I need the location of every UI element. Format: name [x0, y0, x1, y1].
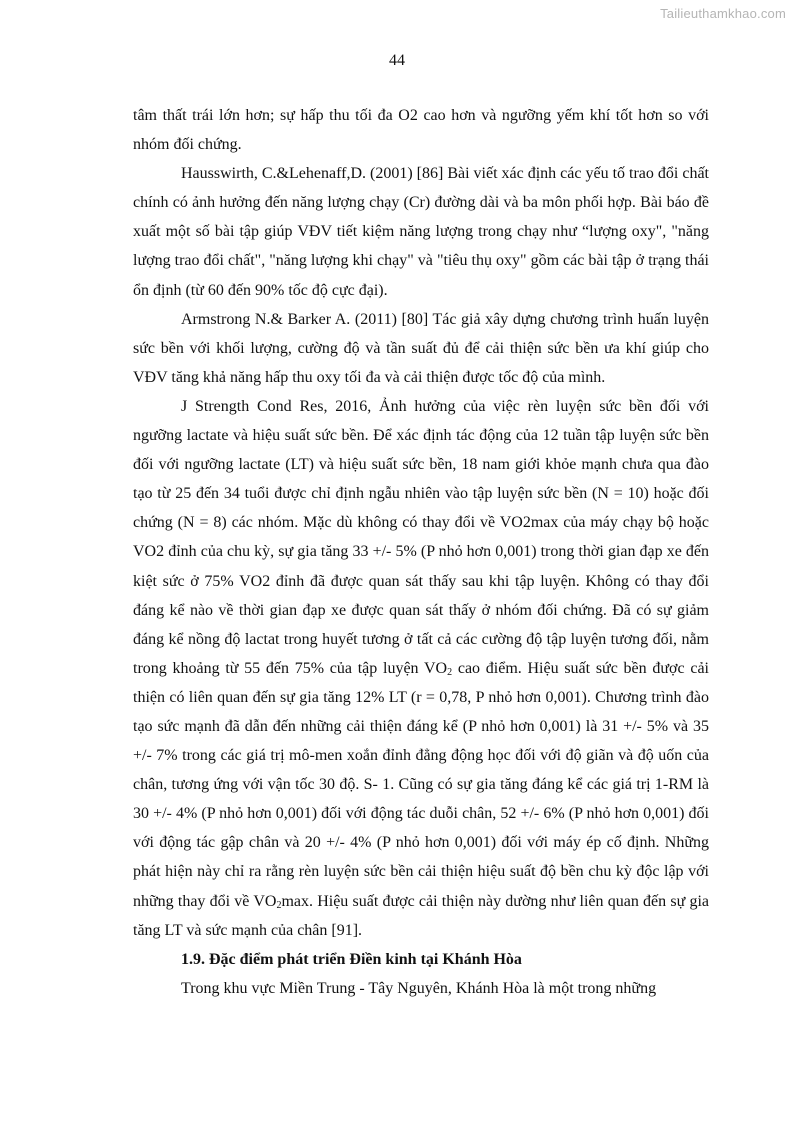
page-number: 44 — [389, 52, 405, 69]
watermark: Tailieuthamkhao.com — [660, 6, 786, 21]
subscript: 2 — [447, 666, 453, 678]
section-heading: 1.9. Đặc điểm phát triển Điền kinh tại Khánh Hòa — [181, 950, 522, 968]
subscript: 2 — [276, 899, 282, 911]
paragraph-armstrong: Armstrong N.& Barker A. (2011) [80] Tác giả xây dựng chương trình huấn luyện sức bền với khối lượng, cường độ và tần suất đủ để cải thiện sức bền ưa khí giúp cho VĐV tăng khả năng hấp thu oxy tối đa và cải thiện được tốc độ của mình. — [133, 310, 709, 386]
text-segment: cao điểm. Hiệu suất sức bền được cải thiện có liên quan đến sự gia tăng 12% LT (r = 0,78, P nhỏ hơn 0,001). Chương trình đào tạo sức mạnh đã dẫn đến những cải thiện đáng kể (P nhỏ hơn 0,001) là 31 +/- 5% và 35 +/- 7% trong các giá trị mô-men xoắn đỉnh đẳng động học đối với độ giãn và độ uốn của chân, tương ứng với vận tốc 30 độ. S- 1. Cũng có sự gia tăng đáng kể các giá trị 1-RM là 30 +/- 4% (P nhỏ hơn 0,001) đối với động tác duỗi chân, 52 +/- 6% (P nhỏ hơn 0,001) đối với động tác gập chân và 20 +/- 4% (P nhỏ hơn 0,001) đối với máy ép cố định. Những phát hiện này chỉ ra rằng rèn luyện sức bền cải thiện hiệu suất độ bền chu kỳ độc lập với những thay đổi về VO — [133, 659, 709, 910]
paragraph-khanh-hoa: Trong khu vực Miền Trung - Tây Nguyên, Khánh Hòa là một trong những — [181, 979, 657, 997]
document-body — [133, 101, 709, 1003]
text-segment: max. Hiệu suất được cải thiện này dường như liên quan đến sự gia tăng LT và sức mạnh của chân [91]. — [133, 892, 710, 939]
paragraph-strength-cond — [133, 392, 709, 945]
text-segment: J Strength Cond Res, 2016, Ảnh hưởng của việc rèn luyện sức bền đối với ngưỡng lactate và hiệu suất sức bền. Để xác định tác động của 12 tuần tập luyện sức bền đối với ngưỡng lactate (LT) và hiệu suất sức bền, 18 nam giới khỏe mạnh chưa qua đào tạo từ 25 đến 34 tuổi được chỉ định ngẫu nhiên vào tập luyện sức bền (N = 10) hoặc đối chứng (N = 8) các nhóm. Mặc dù không có thay đổi về VO2max của máy chạy bộ hoặc VO2 đỉnh của chu kỳ, sự gia tăng 33 +/- 5% (P nhỏ hơn 0,001) trong thời gian đạp xe đến kiệt sức ở 75% VO2 đỉnh đã được quan sát thấy sau khi tập luyện. Không có thay đổi đáng kể nào về thời gian đạp xe được quan sát thấy ở nhóm đối chứng. Đã có sự giảm đáng kể nồng độ lactat trong huyết tương ở tất cả các cường độ tập luyện tương đối, nằm trong khoảng từ 55 đến 75% của tập luyện VO — [133, 397, 709, 677]
paragraph-hausswirth: Hausswirth, C.&Lehenaff,D. (2001) [86] Bài viết xác định các yếu tố trao đổi chất chính có ảnh hưởng đến năng lượng chạy (Cr) đường dài và ba môn phối hợp. Bài báo đề xuất một số bài tập giúp VĐV tiết kiệm năng lượng trong chạy như “lượng oxy", "năng lượng trao đổi chất", "năng lượng khi chạy" và "tiêu thụ oxy" gồm các bài tập ở trạng thái ổn định (từ 60 đến 90% tốc độ cực đại). — [133, 165, 709, 299]
paragraph-continuation: tâm thất trái lớn hơn; sự hấp thu tối đa O2 cao hơn và ngưỡng yếm khí tốt hơn so với nhóm đối chứng. — [133, 107, 709, 154]
